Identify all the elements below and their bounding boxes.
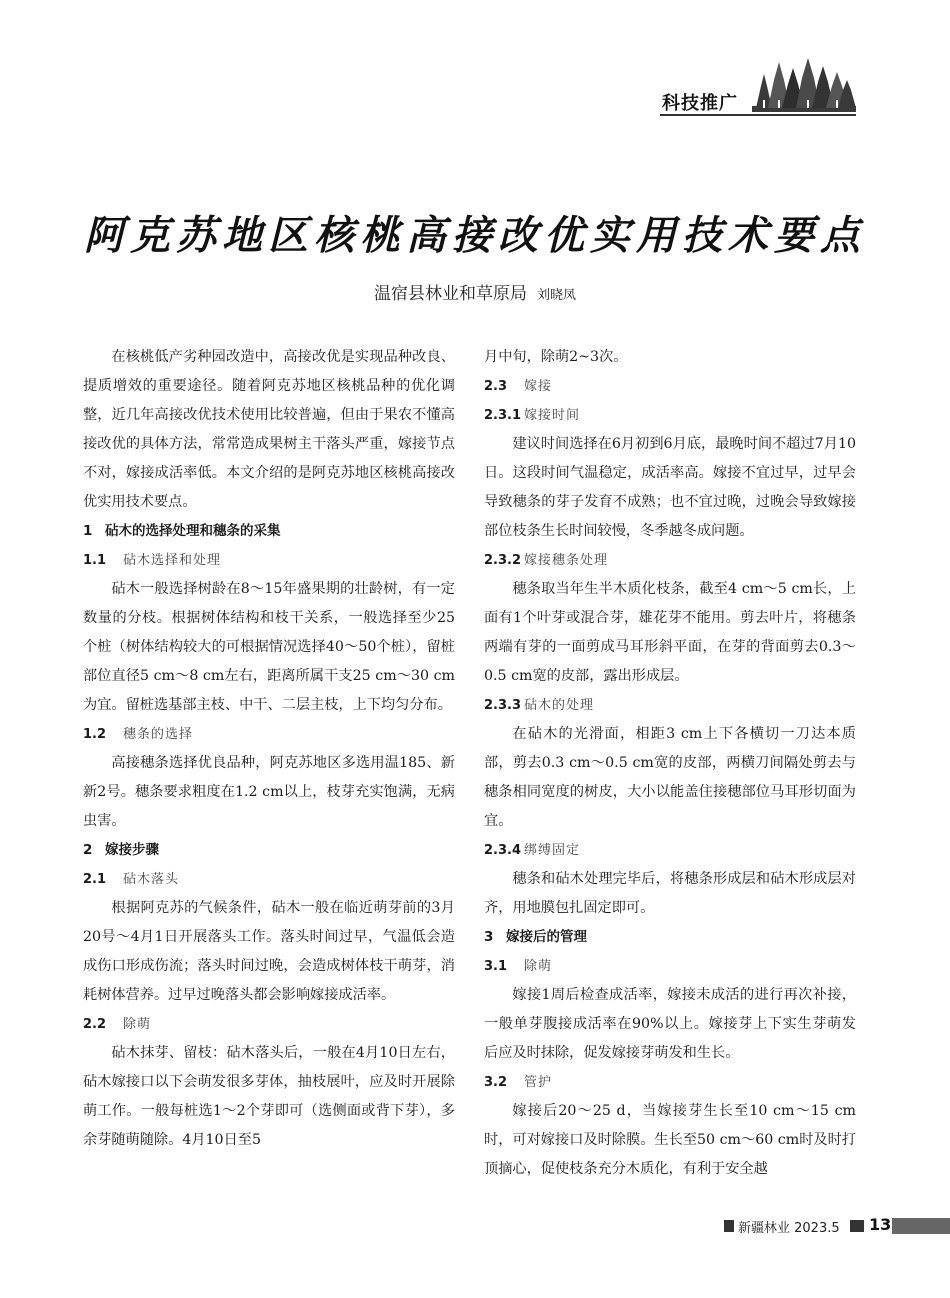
- paragraph: 嫁接1周后检查成活率，嫁接未成活的进行再次补接，一般单芽腹接成活率在90%以上。嫁接芽上下实生芽萌发后应及时抹除，促发嫁接芽萌发和生长。: [484, 987, 856, 1061]
- author-org: 温宿县林业和草原局: [373, 284, 527, 304]
- trees-icon: [752, 56, 856, 112]
- footer-square-icon: [850, 1220, 864, 1232]
- paragraph: 穗条取当年生半木质化枝条，截至4 cm～5 cm长，上面有1个叶芽或混合芽，雄花芽不能用。剪去叶片，将穗条两端有芽的一面剪成马耳形斜平面，在芽的背面剪去0.3～0.5 cm宽的皮部，露出形成层。: [484, 581, 856, 684]
- subsection-heading: 3.1 除萌: [484, 959, 553, 974]
- paragraph-continued: 月中旬，除萌2~3次。: [484, 349, 628, 365]
- subsubsection-heading: 2.3.1 嫁接时间: [484, 408, 581, 423]
- subsubsection-heading: 2.3.4 绑缚固定: [484, 843, 581, 858]
- intro-paragraph: 在核桃低产劣种园改造中，高接改优是实现品种改良、提质增效的重要途径。随着阿克苏地区核桃品种的优化调整，近几年高接改优技术使用比较普遍，但由于果农不懂高接改优的具体方法，常常造成果树主干落头严重，嫁接节点不对，嫁接成活率低。本文介绍的是阿克苏地区核桃高接改优实用技术要点。: [83, 349, 455, 510]
- subsection-heading: 2.2 除萌: [83, 1017, 152, 1032]
- author-name: 刘晓凤: [536, 288, 576, 303]
- section-heading: 3 嫁接后的管理: [484, 929, 587, 945]
- subsection-heading: 2.1 砧木落头: [83, 872, 180, 887]
- paragraph: 在砧木的光滑面，相距3 cm上下各横切一刀达本质部，剪去0.3 cm～0.5 cm宽的皮部，两横刀间隔处剪去与穗条相同宽度的树皮，大小以能盖住接穗部位马耳形切面为宜。: [484, 726, 856, 829]
- journal-issue: 新疆林业 2023.5: [738, 1221, 840, 1236]
- page-number: 13: [869, 1215, 892, 1234]
- paragraph: 嫁接后20～25 d，当嫁接芽生长至10 cm～15 cm时，可对嫁接口及时除膜。生长至50 cm～60 cm时及时打顶摘心，促使枝条充分木质化，有利于安全越: [484, 1103, 856, 1177]
- paragraph: 穗条和砧木处理完毕后，将穗条形成层和砧木形成层对齐，用地膜包扎固定即可。: [484, 871, 856, 916]
- footer-bar: [892, 1218, 950, 1234]
- subsection-heading: 1.2 穗条的选择: [83, 727, 194, 742]
- subsection-heading: 2.3 嫁接: [484, 379, 553, 394]
- article-title: 阿克苏地区核桃高接改优实用技术要点: [84, 212, 866, 259]
- paragraph: 砧木抹芽、留枝：砧木落头后，一般在4月10日左右，砧木嫁接口以下会萌发很多芽体，抽枝展叶，应及时开展除萌工作。一般每桩选1～2个芽即可（选侧面或背下芽），多余芽随萌随除。4月10日至5: [83, 1045, 455, 1148]
- header-rule: [660, 114, 856, 116]
- paragraph: 建议时间选择在6月初到6月底，最晚时间不超过7月10日。这段时间气温稳定，成活率高。嫁接不宜过早，过早会导致穗条的芽子发育不成熟；也不宜过晚，过晚会导致嫁接部位枝条生长时间较慢，冬季越冬成问题。: [484, 436, 856, 539]
- footer-square-icon: [724, 1220, 734, 1232]
- paragraph: 高接穗条选择优良品种，阿克苏地区多选用温185、新新2号。穗条要求粗度在1.2 cm以上，枝芽充实饱满，无病虫害。: [83, 755, 455, 829]
- section-heading: 1 砧木的选择处理和穗条的采集: [83, 523, 281, 539]
- subsubsection-heading: 2.3.3 砧木的处理: [484, 698, 595, 713]
- page-footer: [724, 1215, 950, 1237]
- subsection-heading: 3.2 管护: [484, 1075, 553, 1090]
- section-heading: 2 嫁接步骤: [83, 842, 159, 858]
- subsection-heading: 1.1 砧木选择和处理: [83, 553, 222, 568]
- paragraph: 根据阿克苏的气候条件，砧木一般在临近萌芽前的3月20号～4月1日开展落头工作。落头时间过早，气温低会造成伤口形成伤流；落头时间过晚，会造成树体枝干萌芽，消耗树体营养。过早过晚落头都会影响嫁接成活率。: [83, 900, 455, 1003]
- column-right: [484, 343, 856, 1184]
- paragraph: 砧木一般选择树龄在8～15年盛果期的壮龄树，有一定数量的分枝。根据树体结构和枝干关系，一般选择至少25个桩（树体结构较大的可根据情况选择40～50个桩），留桩部位直径5 cm～8 cm左右，距离所属干支25 cm～30 cm为宜。留桩选基部主枝、中干、二层主枝，上下均匀分布。: [83, 581, 455, 713]
- byline: [0, 279, 950, 304]
- section-label: 科技推广: [662, 93, 738, 114]
- page-header: [0, 0, 950, 118]
- column-left: [83, 343, 455, 1155]
- subsubsection-heading: 2.3.2 嫁接穗条处理: [484, 553, 609, 568]
